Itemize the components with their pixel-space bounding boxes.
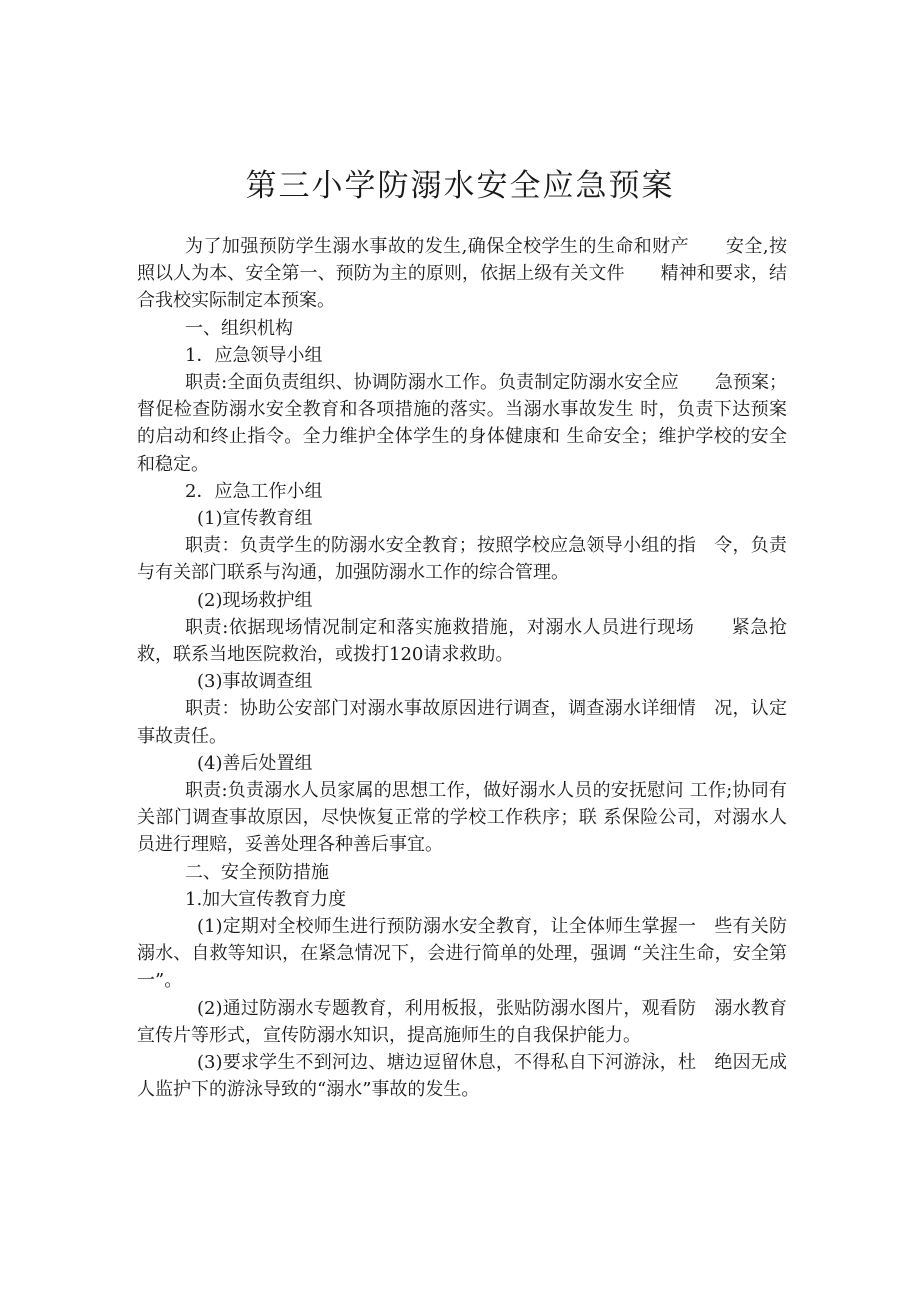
subheading-publicity-group: (1)宣传教育组 xyxy=(197,508,313,530)
subheading-rescue-group: (2)现场救护组 xyxy=(197,589,313,611)
paragraph-rescue-duties: 职责:依据现场情况制定和落实施救措施，对溺水人员进行现场 紧急抢救，联系当地医院救治，或拨打120请求救助。 xyxy=(137,616,787,666)
section-heading-organization: 一、组织机构 xyxy=(185,317,293,339)
paragraph-publicity-duties: 职责：负责学生的防溺水安全教育；按照学校应急领导小组的指 令，负责与有关部门联系与沟通，加强防溺水工作的综合管理。 xyxy=(137,535,787,584)
document-body xyxy=(137,233,787,1104)
subheading-education: 1.加大宣传教育力度 xyxy=(185,888,347,910)
subheading-investigation-group: (3)事故调查组 xyxy=(197,671,313,693)
paragraph-leadership-duties: 职责:全面负责组织、协调防溺水工作。负责制定防溺水安全应 急预案；督促检查防溺水安全教育和各项措施的落实。当溺水事故发生 时，负责下达预案的启动和终止指令。全力维护全体学生的身体健康和 生命安全；维护学校的安全和稳定。 xyxy=(137,372,787,475)
paragraph-education-item-1: (1)定期对全校师生进行预防溺水安全教育，让全体师生掌握一 些有关防溺水、自救等知识，在紧急情况下，会进行简单的处理，强调 “关注生命，安全第一”。 xyxy=(137,916,787,992)
subheading-leadership-group: 1．应急领导小组 xyxy=(185,344,323,366)
subheading-working-group: 2．应急工作小组 xyxy=(185,480,323,502)
page-title: 第三小学防溺水安全应急预案 xyxy=(245,168,675,204)
paragraph-intro: 为了加强预防学生溺水事故的发生,确保全校学生的生命和财产 安全,按照以人为本、安全第一、预防为主的原则，依据上级有关文件 精神和要求，结合我校实际制定本预案。 xyxy=(137,236,787,312)
paragraph-education-item-3: (3)要求学生不到河边、塘边逗留休息，不得私自下河游泳，杜 绝因无成人监护下的游泳导致的“溺水”事故的发生。 xyxy=(137,1052,787,1101)
subheading-aftermath-group: (4)善后处置组 xyxy=(197,752,313,774)
paragraph-education-item-2: (2)通过防溺水专题教育，利用板报，张贴防溺水图片，观看防 溺水教育宣传片等形式，宣传防溺水知识，提高施师生的自我保护能力。 xyxy=(137,997,787,1046)
section-heading-prevention: 二、安全预防措施 xyxy=(185,861,329,883)
paragraph-investigation-duties: 职责：协助公安部门对溺水事故原因进行调查，调查溺水详细情 况，认定事故责任。 xyxy=(137,698,787,747)
paragraph-aftermath-duties: 职责:负责溺水人员家属的思想工作，做好溺水人员的安抚慰问 工作;协同有关部门调查事故原因，尽快恢复正常的学校工作秩序；联 系保险公司，对溺水人员进行理赔，妥善处理各种善后事宜。 xyxy=(137,780,787,856)
